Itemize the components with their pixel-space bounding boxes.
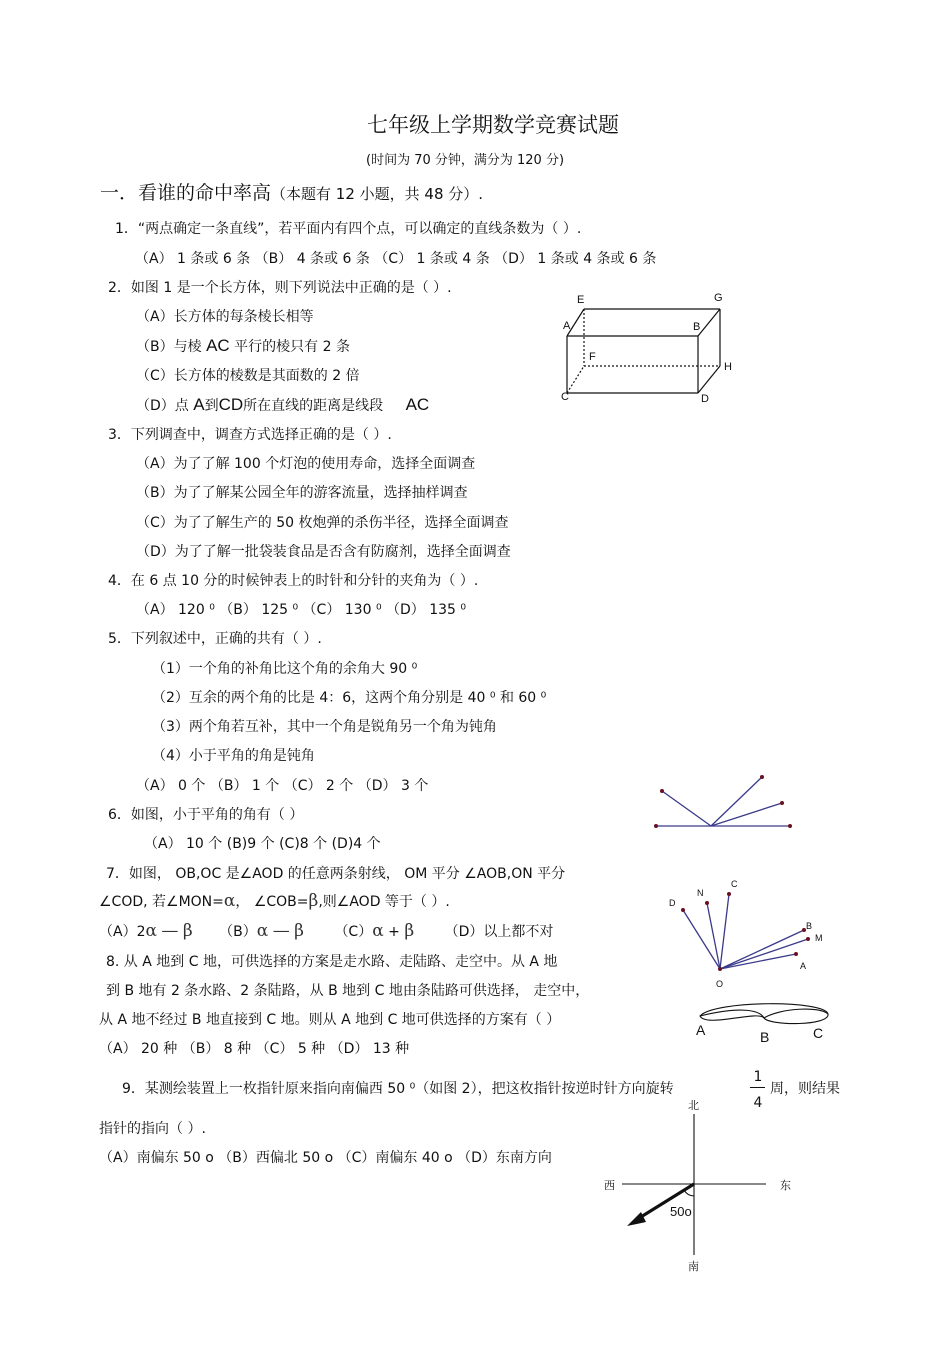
question-3-option-a: （A）为了了解 100 个灯泡的使用寿命，选择全面调查 bbox=[136, 456, 476, 472]
route-inner-right bbox=[764, 1009, 828, 1018]
edge-dh bbox=[698, 366, 720, 393]
q7-l2-post: ,则∠AOD 等于（ ）. bbox=[318, 894, 450, 910]
q7-opt-c-beta: β bbox=[404, 921, 415, 941]
point bbox=[788, 824, 792, 828]
question-3-option-b: （B）为了了解某公园全年的游客流量，选择抽样调查 bbox=[136, 485, 468, 501]
question-9-options: （A）南偏东 50 o （B）西偏北 50 o （C）南偏东 40 o （D）东南方向 bbox=[99, 1150, 552, 1166]
fig1-label-a: A bbox=[563, 320, 571, 332]
fig7-label-b: B bbox=[806, 921, 813, 931]
section-heading-text: 一．看谁的命中率高 bbox=[100, 182, 272, 204]
fig1-label-f: F bbox=[589, 351, 596, 363]
question-6-stem: 6．如图，小于平角的角有（ ） bbox=[108, 807, 304, 823]
question-5-statement-3: （3）两个角若互补，其中一个角是锐角另一个角为钝角 bbox=[152, 719, 497, 735]
fig2-label-west: 西 bbox=[604, 1180, 615, 1192]
fig1-label-h: H bbox=[724, 361, 732, 373]
beta-symbol: β bbox=[308, 891, 319, 911]
question-5-statement-4: （4）小于平角的角是钝角 bbox=[152, 748, 315, 764]
ray-2 bbox=[711, 777, 762, 826]
question-8-line-3: 从 A 地不经过 B 地直接到 C 地。则从 A 地到 C 地可供选择的方案有（ ） bbox=[99, 1012, 561, 1028]
question-2-option-a: （A）长方体的每条棱长相等 bbox=[136, 309, 314, 325]
page-subtitle: (时间为 70 分钟，满分为 120 分) bbox=[366, 153, 565, 168]
question-5-statement-2: （2）互余的两个角的比是 4：6，这两个角分别是 40 ⁰ 和 60 ⁰ bbox=[152, 690, 547, 706]
q2d-cd: CD bbox=[218, 395, 244, 414]
fig1-label-e: E bbox=[577, 294, 585, 306]
question-2-stem: 2．如图 1 是一个长方体，则下列说法中正确的是（ ）. bbox=[108, 280, 452, 296]
question-8-line-2: 到 B 地有 2 条水路、2 条陆路，从 B 地到 C 地由条陆路可供选择， 走空中， bbox=[106, 983, 590, 999]
point bbox=[705, 901, 709, 905]
fig2-label-south: 南 bbox=[688, 1261, 699, 1273]
q7-opt-c-plus: + bbox=[388, 924, 400, 940]
ray-oc bbox=[720, 894, 729, 969]
question-5-options: （A） 0 个 （B） 1 个 （C） 2 个 （D） 3 个 bbox=[136, 778, 429, 794]
question-9-line-1: 9．某测绘装置上一枚指针原来指向南偏西 50 ⁰（如图 2），把这枚指针按逆时针方向旋转 bbox=[122, 1081, 674, 1097]
q2d-post: 所在直线的距离是线段 bbox=[243, 398, 384, 414]
point bbox=[760, 775, 764, 779]
point bbox=[806, 937, 810, 941]
q7-opt-a-minus: — bbox=[161, 921, 179, 941]
q7-l2-mid: ， ∠COB= bbox=[235, 894, 309, 910]
page-title: 七年级上学期数学竞赛试题 bbox=[367, 113, 619, 137]
fig7-label-d: D bbox=[669, 898, 676, 908]
point bbox=[681, 908, 685, 912]
q7-l2-pre: ∠COD, 若∠MON= bbox=[99, 894, 224, 910]
fig1-label-g: G bbox=[714, 292, 723, 304]
question-5-statement-1: （1）一个角的补角比这个角的余角大 90 ⁰ bbox=[152, 661, 418, 677]
point bbox=[718, 967, 722, 971]
fig7-label-a: A bbox=[800, 961, 807, 971]
figure-q7-points bbox=[681, 892, 813, 971]
question-2-option-c: （C）长方体的棱数是其面数的 2 倍 bbox=[136, 368, 360, 384]
point bbox=[654, 824, 658, 828]
fig2-label-north: 北 bbox=[688, 1100, 699, 1112]
question-9-line-1-end: 周，则结果 bbox=[770, 1081, 840, 1097]
point bbox=[780, 801, 784, 805]
q7-opt-c-alpha: α bbox=[372, 921, 384, 941]
q2b-post: 平行的棱只有 2 条 bbox=[234, 339, 350, 355]
alpha-symbol: α bbox=[223, 891, 236, 911]
fig1-label-c: C bbox=[561, 391, 569, 403]
figure-q7-angle bbox=[683, 894, 808, 969]
figure-2-compass bbox=[622, 1114, 766, 1255]
question-8-line-1: 8. 从 A 地到 C 地，可供选择的方案是走水路、走陆路、走空中。从 A 地 bbox=[106, 954, 558, 970]
fig2-angle-label: 50o bbox=[670, 1204, 692, 1219]
question-3-option-c: （C）为了了解生产的 50 枚炮弹的杀伤半径，选择全面调查 bbox=[136, 515, 509, 531]
q2b-pre: （B）与棱 bbox=[136, 339, 202, 355]
fraction-numerator: 1 bbox=[753, 1069, 763, 1085]
q7-opt-b-beta: β bbox=[294, 921, 304, 941]
hidden-edge-cf bbox=[567, 366, 584, 393]
q2d-mid: 到 bbox=[204, 398, 219, 414]
q7-opt-b-minus: — bbox=[272, 921, 290, 941]
question-9-line-2: 指针的指向（ ）. bbox=[99, 1121, 206, 1137]
edge-bg bbox=[698, 309, 720, 336]
q7-opt-c-label: （C） bbox=[334, 924, 373, 940]
q2b-ac: AC bbox=[206, 336, 230, 355]
ray-1 bbox=[662, 791, 711, 826]
question-3-option-d: （D）为了了解一批袋装食品是否含有防腐剂，选择全面调查 bbox=[136, 544, 511, 560]
question-4-options: （A） 120 ⁰ （B） 125 ⁰ （C） 130 ⁰ （D） 135 ⁰ bbox=[136, 602, 467, 618]
fig7-label-o: O bbox=[716, 979, 724, 989]
point bbox=[727, 892, 731, 896]
route-loop bbox=[700, 1004, 828, 1024]
fig8-label-c: C bbox=[813, 1025, 824, 1041]
ray-ob bbox=[720, 930, 807, 971]
point bbox=[794, 952, 798, 956]
fig7-label-c: C bbox=[731, 879, 738, 889]
section-note: （本题有 12 小题，共 48 分）. bbox=[271, 185, 484, 203]
q7-opt-b-label: （B） bbox=[219, 924, 257, 940]
fig2-label-east: 东 bbox=[780, 1180, 791, 1192]
q2d-a: A bbox=[193, 395, 205, 414]
fig1-label-d: D bbox=[701, 393, 709, 405]
figure-q6-rays bbox=[656, 777, 790, 826]
question-7-line-1: 7．如图， OB,OC 是∠AOD 的任意两条射线， OM 平分 ∠AOB,ON 平分 bbox=[106, 866, 566, 882]
point bbox=[660, 789, 664, 793]
question-8-options: （A） 20 种 （B） 8 种 （C） 5 种 （D） 13 种 bbox=[99, 1041, 410, 1057]
fraction-denominator: 4 bbox=[753, 1095, 763, 1111]
question-6-options: （A） 10 个 (B)9 个 (C)8 个 (D)4 个 bbox=[144, 836, 381, 852]
question-1-options: （A） 1 条或 6 条 （B） 4 条或 6 条 （C） 1 条或 4 条 （D） 1 条或 4 条或 6 条 bbox=[135, 251, 657, 267]
fig8-label-a: A bbox=[696, 1022, 706, 1038]
question-1-stem: 1．“两点确定一条直线”，若平面内有四个点，可以确定的直线条数为（ ）. bbox=[115, 221, 582, 237]
q7-opt-a-beta: β bbox=[182, 921, 193, 941]
question-4-stem: 4．在 6 点 10 分的时候钟表上的时针和分针的夹角为（ ）. bbox=[108, 573, 479, 589]
q7-opt-d: （D）以上都不对 bbox=[444, 924, 554, 940]
figure-q6-points bbox=[654, 775, 792, 828]
q2d-pre: （D）点 bbox=[136, 398, 189, 414]
q2d-ac: AC bbox=[405, 395, 430, 414]
q7-opt-a-alpha: α bbox=[145, 921, 157, 941]
fig8-label-b: B bbox=[760, 1029, 770, 1045]
q7-opt-b-alpha: α bbox=[256, 921, 269, 941]
question-5-stem: 5．下列叙述中，正确的共有（ ）. bbox=[108, 631, 322, 647]
ray-3 bbox=[711, 803, 782, 826]
q7-opt-a-label: （A）2 bbox=[99, 924, 146, 940]
figure-q8-routes bbox=[700, 1004, 828, 1024]
fig7-label-m: M bbox=[815, 933, 823, 943]
question-3-stem: 3．下列调查中，调查方式选择正确的是（ ）. bbox=[108, 427, 392, 443]
fig1-label-b: B bbox=[693, 321, 701, 333]
fig7-label-n: N bbox=[697, 888, 704, 898]
